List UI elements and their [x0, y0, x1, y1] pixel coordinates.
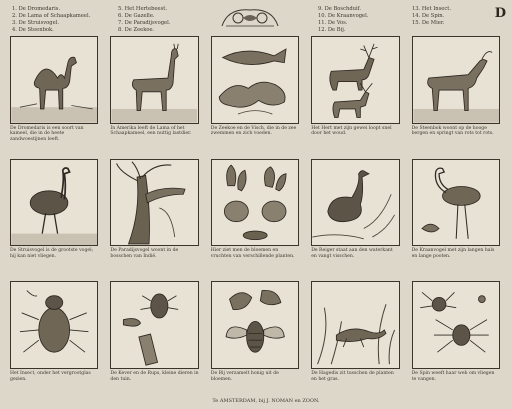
- caption: De Kraanvogel met zijn langen hals en lange pooten.: [411, 248, 495, 259]
- caption: De Steenbok woont op de hooge bergen en springt van rots tot rots.: [411, 125, 494, 137]
- illustration-frame: [10, 36, 98, 124]
- bee-icon: [212, 282, 298, 368]
- spider-icon: [413, 282, 499, 368]
- illustration-frame: [10, 159, 98, 247]
- illustration-frame: [110, 159, 198, 247]
- illustration-frame: [412, 281, 500, 369]
- cell-beetle: [110, 281, 198, 394]
- header-item: 15. De Mier.: [412, 20, 445, 26]
- header-list-2: [118, 6, 170, 34]
- header-list-3: [318, 6, 368, 34]
- caption: Hier ziet men de bloemen en vruchten van verschillende planten.: [210, 248, 295, 259]
- caption: De Reiger staat aan den waterkant en vangt visschen.: [311, 248, 393, 259]
- lizard-icon: [312, 282, 398, 368]
- cell-goat: [412, 36, 500, 149]
- header-item: 11. De Vos.: [318, 20, 348, 26]
- plant-icon: [212, 160, 298, 246]
- llama-icon: [111, 37, 197, 123]
- caption: De Hagedis zit tusschen de planten en het gras.: [311, 370, 394, 382]
- header-list-1: [12, 6, 90, 34]
- bird-icon: [312, 160, 398, 246]
- fish-icon: [212, 37, 298, 123]
- caption: De Struisvogel is de grootste vogel; hij kan niet vliegen.: [10, 248, 94, 259]
- caption: Het Insect, onder het vergrootglas gezien.: [10, 370, 91, 382]
- cell-louse: [10, 281, 98, 394]
- cell-deer: [311, 36, 399, 149]
- illustration-frame: [311, 36, 399, 124]
- header-item: 2. De Lama of Schaapkameel.: [12, 13, 91, 19]
- header-item: 7. De Paradijsvogel.: [118, 20, 171, 26]
- cell-fish: [211, 36, 299, 149]
- cell-crane: [412, 159, 500, 272]
- goat-icon: [413, 37, 499, 123]
- crane-icon: [413, 160, 499, 246]
- header-item: 4. De Steenbok.: [12, 27, 54, 33]
- illustration-frame: [412, 159, 500, 247]
- header-item: 6. De Gazelle.: [118, 13, 155, 19]
- cell-llama: [110, 36, 198, 149]
- cell-ostrich: [10, 159, 98, 272]
- caption: De Zeekoe en de Visch, die in de zee zwemmen en zich voeden.: [210, 125, 297, 137]
- header-item: 9. De Boschduif.: [318, 6, 362, 12]
- illustration-frame: [412, 36, 500, 124]
- header-item: 1. De Dromedaris.: [12, 6, 61, 12]
- louse-icon: [11, 282, 97, 368]
- deer-icon: [312, 37, 398, 123]
- sheet-letter: D: [494, 6, 506, 21]
- illustration-frame: [110, 281, 198, 369]
- illustration-frame: [110, 36, 198, 124]
- header-item: 13. Het Insect.: [412, 6, 451, 12]
- cell-camel: [10, 36, 98, 149]
- ostrich-icon: [11, 160, 97, 246]
- header-item: 12. De Bij.: [318, 27, 346, 33]
- caption: De Kever en de Rups, kleine dieren in den tuin.: [110, 370, 199, 382]
- illustration-frame: [211, 36, 299, 124]
- cell-tree: [110, 159, 198, 272]
- caption: In Amerika leeft de Lama of het Schaapkameel, een nuttig lastdier.: [110, 125, 192, 137]
- illustration-frame: [311, 281, 399, 369]
- illustration-frame: [211, 281, 299, 369]
- header-item: 14. De Spin.: [412, 13, 445, 19]
- caption: De Dromedaris is een soort van kameel, die in de heete zandwoestijnen leeft.: [10, 125, 84, 142]
- header-list-4: [412, 6, 451, 27]
- ornament-vignette-icon: [218, 4, 282, 30]
- imprint-footer: Te AMSTERDAM, bij J. NOMAN en ZOON.: [212, 398, 320, 404]
- header-item: 10. De Kraanvogel.: [318, 13, 369, 19]
- caption: De Paradijsvogel woont in de bosschen van Indië.: [110, 248, 179, 259]
- header-item: 3. De Struisvogel.: [12, 20, 60, 26]
- cell-lizard: [311, 281, 399, 394]
- cell-plants: [211, 159, 299, 272]
- header-item: 8. De Zeekoe.: [118, 27, 155, 33]
- picture-grid: [10, 36, 500, 394]
- header-item: 5. Het Hertebeest.: [118, 6, 168, 12]
- caption: De Spin weeft haar web om vliegen te vangen.: [411, 370, 495, 382]
- camel-icon: [11, 37, 97, 123]
- tree-icon: [111, 160, 197, 246]
- illustration-frame: [10, 281, 98, 369]
- caption: De Bij verzamelt honig uit de bloemen.: [210, 370, 279, 382]
- cell-bee: [211, 281, 299, 394]
- caption: Het Hert met zijn gewei loopt snel door het woud.: [311, 125, 392, 137]
- illustration-frame: [311, 159, 399, 247]
- cell-spider: [412, 281, 500, 394]
- cell-bird: [311, 159, 399, 272]
- illustration-frame: [211, 159, 299, 247]
- beetle-icon: [111, 282, 197, 368]
